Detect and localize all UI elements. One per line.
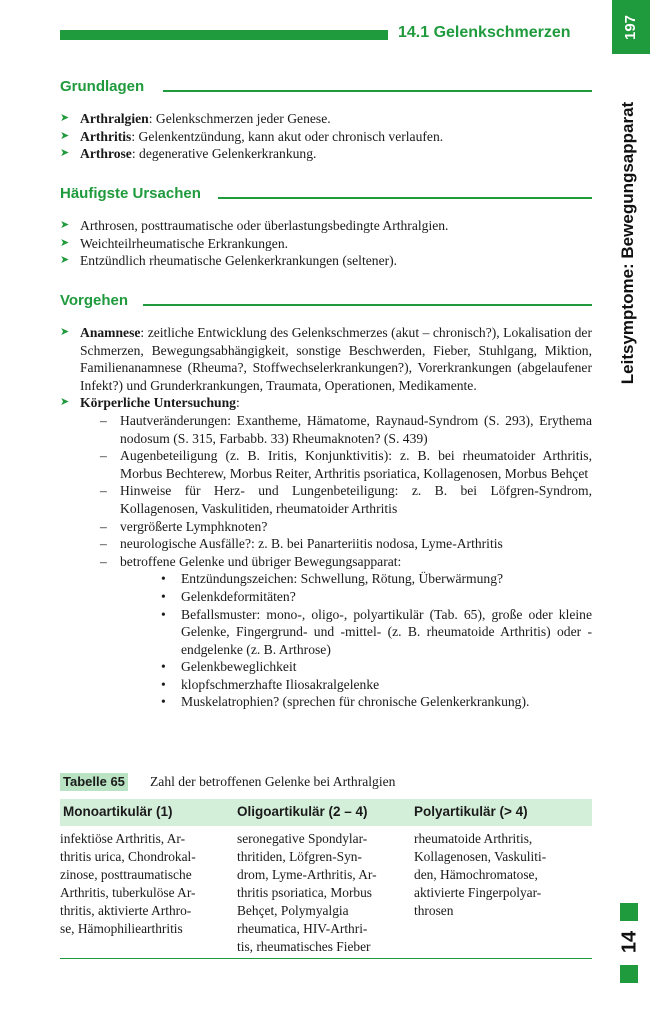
- table-header-cell: Polyartikulär (> 4): [414, 804, 528, 819]
- arrow-bullet-icon: ➤: [60, 396, 70, 409]
- arrow-bullet-icon: ➤: [60, 326, 70, 338]
- bullet-item: • Gelenkbeweglichkeit: [161, 659, 297, 675]
- table-cell: infektiöse Arthritis, Ar- thritis urica, Chondrokal- zinose, posttraumatische Arthritis, tuberkulöse Ar- thritis, aktivierte Arthro- se, Hämophiliearthritis: [60, 831, 196, 936]
- section-heading-grundlagen: Grundlagen: [60, 78, 145, 95]
- list-item: ➤ Körperliche Untersuchung: – Hautveränderungen: Exantheme, Hämatome, Raynaud-Syndrom (S. 293), Erythema nodosum (S. 315, Farbabb. 33) Rheumaknoten? (S. 439) – Augenbeteiligung (z. B. Iritis, Konjunktivitis): z. B. bei rheumatoider Arthritis, Morbus Bechterew, Morbus Reiter, Arthritis psoriatica, Kollagenosen, Morbus Behçet – Hinweise für Herz- und Lungenbeteiligung: z. B. bei Löfgren-Syndrom, Kollagenosen, Vaskulitiden, rheumatoider Arthritis – vergrößerte Lymphknoten? – neurologische Ausfälle?: z. B. bei Panarteriitis nodosa, Lyme-Arthritis – betroffene Gelenke und übriger Bewegungsapparat: • Entzündungszeichen: Schwellung, Rötung, Überwärmung? • Gelenkdeformitäten? • Befallsmuster: mono-, oligo-, polyartikulär (Tab. 65), große oder kleine Gelenke, Fingergrund- und -mittel- (z. B. rheumatoide Arthritis) oder -endgelenke (z. B. Arthrose) • Gelenkbeweglichkeit • klopfschmerzhafte Iliosakralgelenke • Muskelatrophien? (sprechen für chronische Gelenkerkrankung).: [60, 395, 592, 710]
- list-item: ➤ Weichteilrheumatische Erkrankungen.: [60, 235, 289, 251]
- bullet-item: • Gelenkdeformitäten?: [161, 588, 296, 604]
- section-rule: [143, 304, 592, 306]
- table-cell: seronegative Spondylar- thritiden, Löfgren-Syn- drom, Lyme-Arthritis, Ar- thritis psoriatica, Morbus Behçet, Polymyalgia rheumatica, HIV-Arthri- tis, rheumatisches Fieber: [237, 831, 377, 954]
- table-cell: rheumatoide Arthritis, Kollagenosen, Vaskuliti- den, Hämochromatose, aktivierte Fingerpolyar- throsen: [414, 831, 547, 918]
- bullet-item: • klopfschmerzhafte Iliosakralgelenke: [161, 676, 380, 692]
- table-header-cell: Oligoartikulär (2 – 4): [237, 804, 368, 819]
- list-item: ➤ Arthritis: Gelenkentzündung, kann akut oder chronisch verlaufen.: [60, 128, 444, 144]
- grundlagen-list: [60, 110, 592, 163]
- arrow-bullet-icon: ➤: [60, 219, 70, 231]
- chapter-marker-square: [620, 903, 638, 921]
- bullet-item: • Entzündungszeichen: Schwellung, Rötung, Überwärmung?: [161, 571, 504, 587]
- running-header-title: 14.1 Gelenkschmerzen: [398, 24, 571, 41]
- arrow-bullet-icon: ➤: [60, 147, 70, 160]
- arrow-bullet-icon: ➤: [60, 112, 70, 124]
- table-caption: Zahl der betroffenen Gelenke bei Arthralgien: [150, 774, 396, 789]
- untersuchung-sublist: [80, 412, 592, 711]
- section-rule: [218, 197, 592, 199]
- sub-list-item: – vergrößerte Lymphknoten?: [100, 518, 268, 534]
- list-item: ➤ Arthrose: degenerative Gelenkerkrankung.: [60, 146, 317, 162]
- list-item: ➤ Anamnese: zeitliche Entwicklung des Gelenkschmerzes (akut – chronisch?), Lokalisation der Schmerzen, Bewegungsabhängigkeit, sonstige Beschwerden, Fieber, Stuhlgang, Miktion, Familienanamnese (Rheuma?, Stoffwechselerkrankungen?), Vorerkrankungen (abgelaufener Infekt?) und Grunderkrankungen, Traumata, Operationen, Medikamente.: [60, 325, 592, 393]
- side-chapter-title: Leitsymptome: Bewegungsapparat: [618, 101, 637, 384]
- header-rule: [60, 30, 388, 40]
- arrow-bullet-icon: ➤: [60, 236, 70, 249]
- table-bottom-rule: [60, 958, 592, 959]
- page-number: 197: [622, 14, 640, 40]
- sub-list-item: – betroffene Gelenke und übriger Bewegungsapparat: • Entzündungszeichen: Schwellung, Rötung, Überwärmung? • Gelenkdeformitäten? • Befallsmuster: mono-, oligo-, polyartikulär (Tab. 65), große oder kleine Gelenke, Fingergrund- und -mittel- (z. B. rheumatoide Arthritis) oder -endgelenke (z. B. Arthrose) • Gelenkbeweglichkeit • klopfschmerzhafte Iliosakralgelenke • Muskelatrophien? (sprechen für chronische Gelenkerkrankung).: [100, 553, 592, 710]
- section-heading-ursachen: Häufigste Ursachen: [60, 185, 201, 202]
- table-label: Tabelle 65: [60, 773, 128, 791]
- gelenke-sublist: [120, 570, 592, 711]
- section-rule: [163, 90, 592, 92]
- section-heading-vorgehen: Vorgehen: [60, 292, 129, 309]
- table-header-cell: Monoartikulär (1): [63, 804, 173, 819]
- vorgehen-list: [60, 324, 592, 711]
- sub-list-item: – Augenbeteiligung (z. B. Iritis, Konjunktivitis): z. B. bei rheumatoider Arthritis, Morbus Bechterew, Morbus Reiter, Arthritis psoriatica, Kollagenosen, Morbus Behçet: [100, 448, 592, 481]
- chapter-number: 14: [618, 930, 641, 954]
- list-item: ➤ Arthralgien: Gelenkschmerzen jeder Genese.: [60, 111, 331, 126]
- sub-list-item: – Hinweise für Herz- und Lungenbeteiligung: z. B. bei Löfgren-Syndrom, Kollagenosen, Vaskulitiden, rheumatoider Arthritis: [100, 483, 592, 516]
- arrow-bullet-icon: ➤: [60, 129, 70, 142]
- sub-list-item: – neurologische Ausfälle?: z. B. bei Panarteriitis nodosa, Lyme-Arthritis: [100, 536, 503, 552]
- bullet-item: • Muskelatrophien? (sprechen für chronische Gelenkerkrankung).: [161, 694, 530, 710]
- arrow-bullet-icon: ➤: [60, 254, 70, 267]
- sub-list-item: – Hautveränderungen: Exantheme, Hämatome, Raynaud-Syndrom (S. 293), Erythema nodosum (S. 315, Farbabb. 33) Rheumaknoten? (S. 439): [100, 412, 592, 446]
- bullet-item: • Befallsmuster: mono-, oligo-, polyartikulär (Tab. 65), große oder kleine Gelenke, Fingergrund- und -mittel- (z. B. rheumatoide Arthritis) oder -endgelenke (z. B. Arthrose): [161, 606, 592, 657]
- list-item: ➤ Entzündlich rheumatische Gelenkerkrankungen (seltener).: [60, 253, 398, 269]
- chapter-marker-square: [620, 965, 638, 983]
- ursachen-list: [60, 217, 592, 270]
- list-item: ➤ Arthrosen, posttraumatische oder überlastungsbedingte Arthralgien.: [60, 218, 449, 233]
